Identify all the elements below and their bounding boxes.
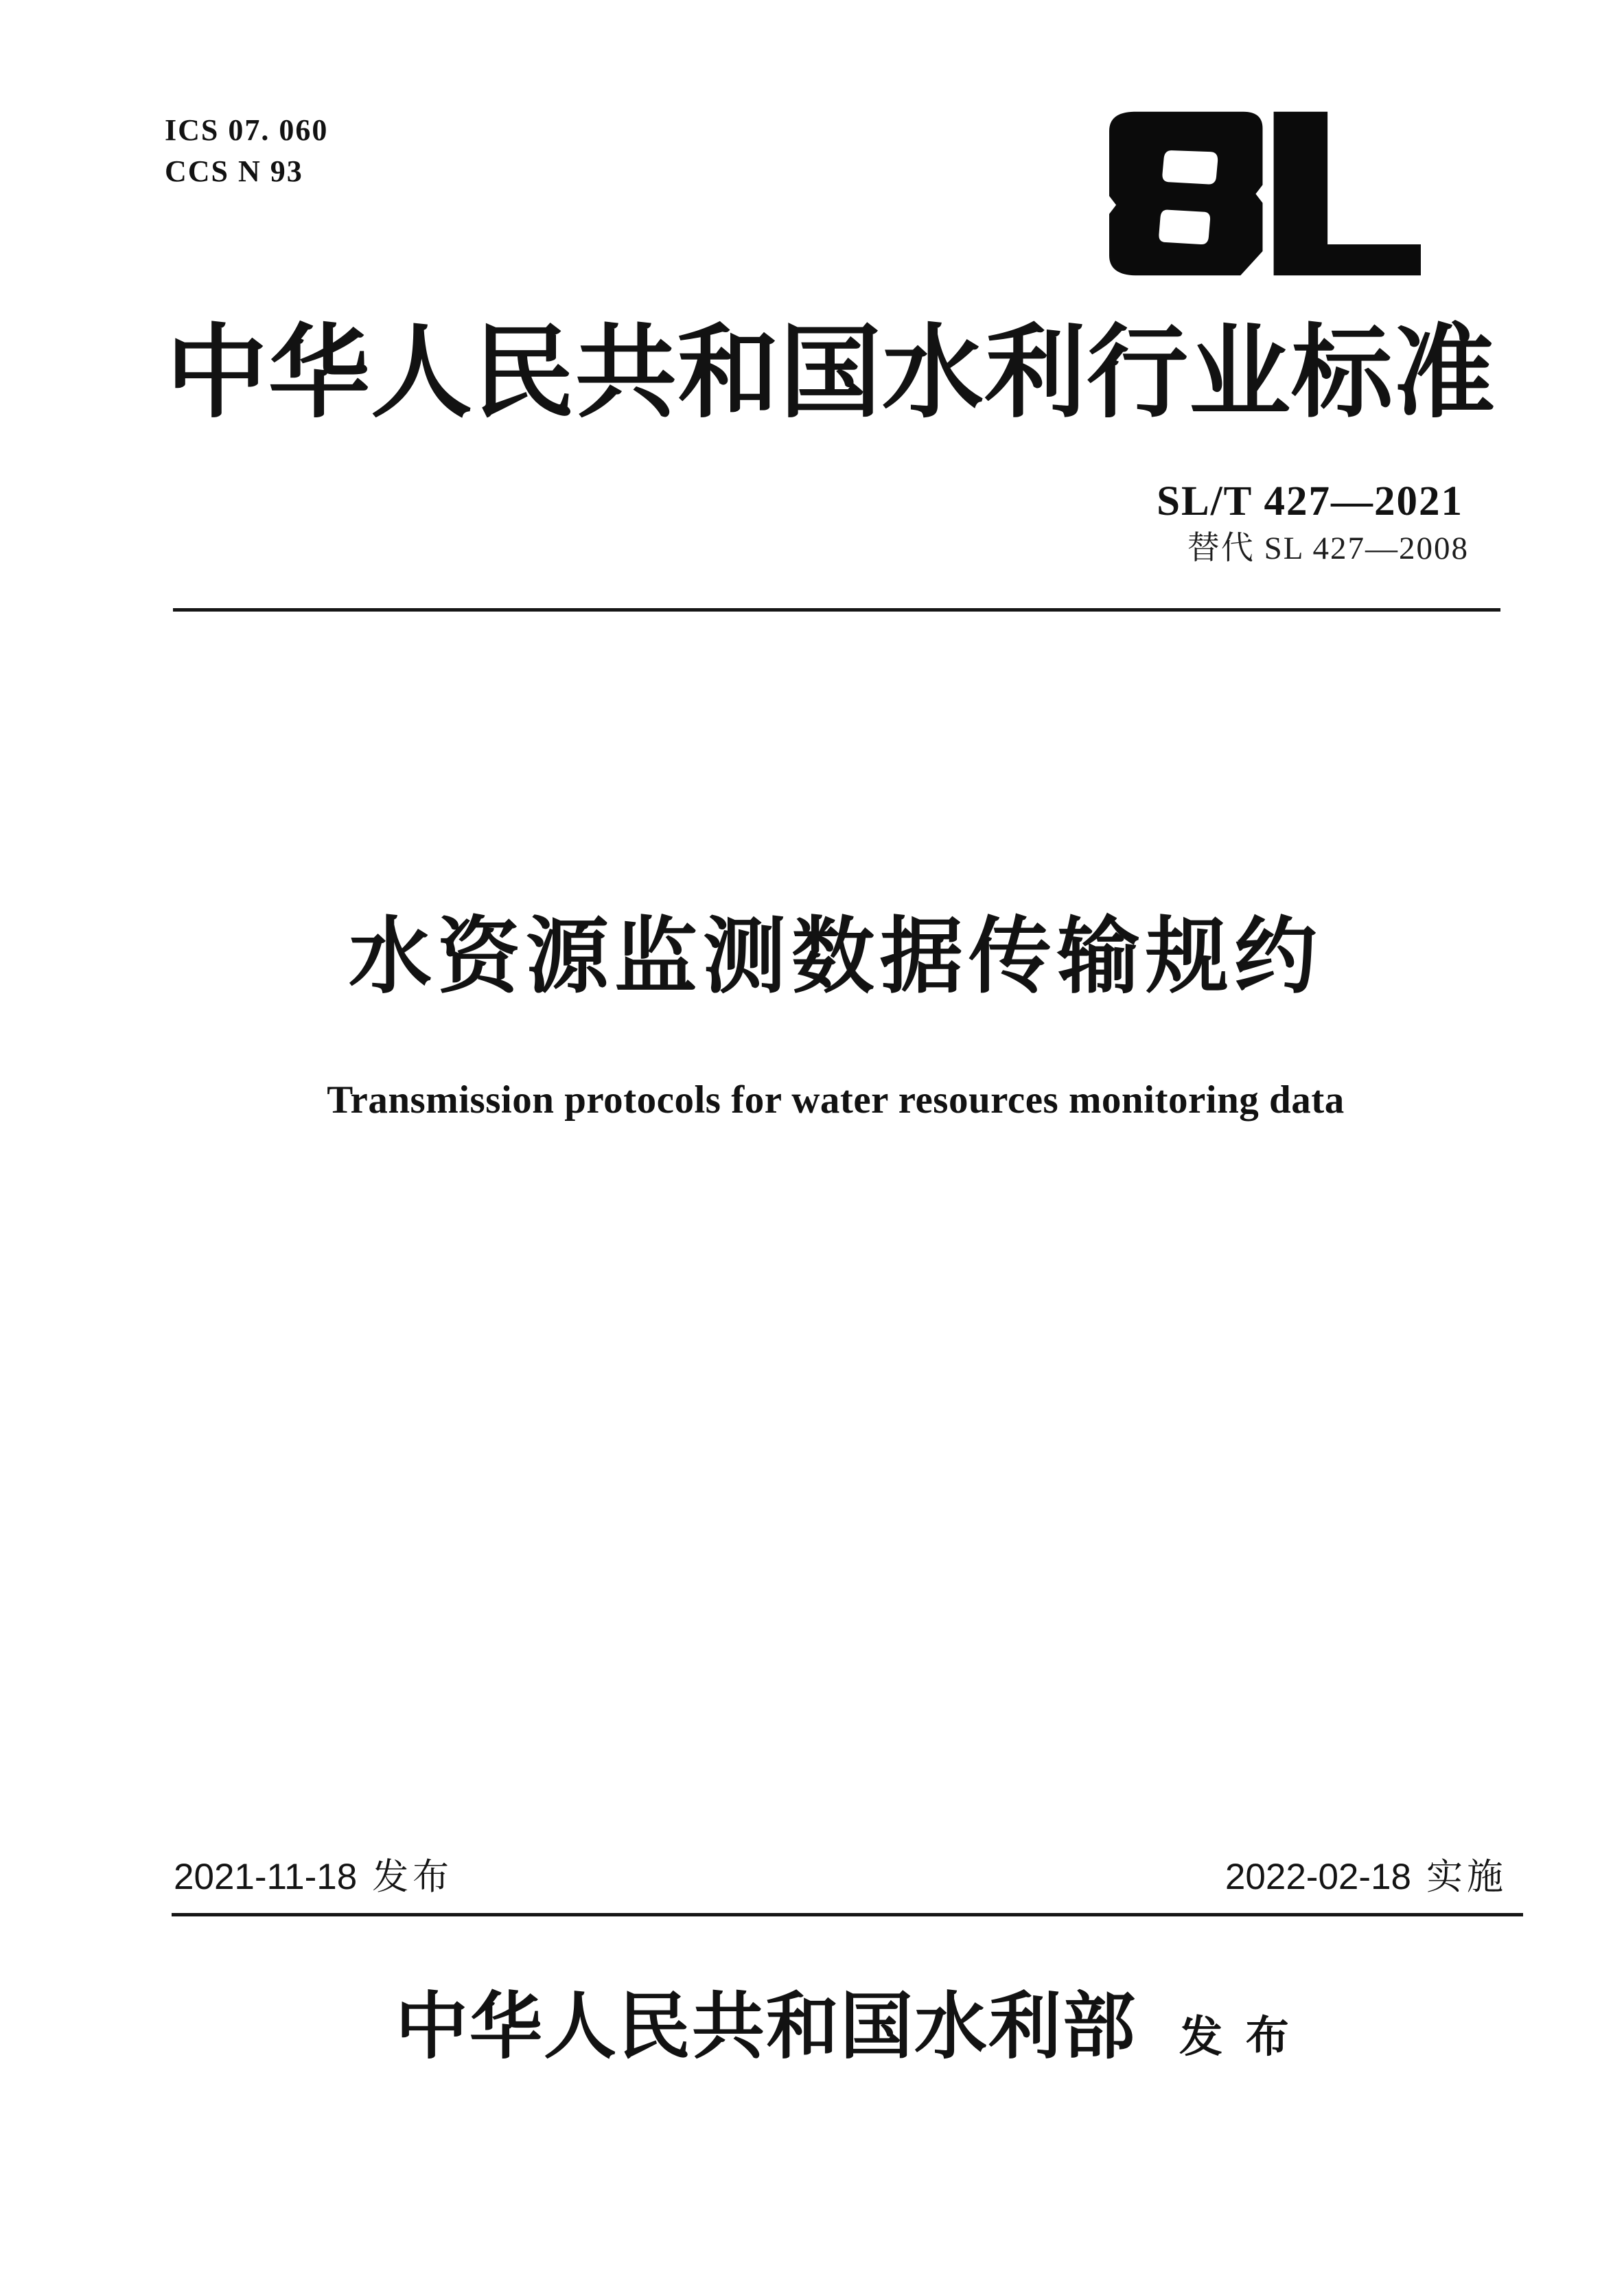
bottom-divider [172,1913,1523,1916]
ics-code: ICS 07. 060 [165,113,329,147]
publisher-name: 中华人民共和国水利部 [395,1987,1137,2067]
ccs-code: CCS N 93 [165,154,303,188]
issue-date: 2021-11-18 [174,1857,358,1897]
implementation-date-block [1225,1857,1507,1897]
date-row [0,1857,1624,1905]
publisher-issue-label: 发 布 [1179,2013,1290,2061]
implementation-date: 2022-02-18 [1225,1857,1411,1897]
implementation-label: 实施 [1426,1857,1507,1897]
standard-series-title: 中华人民共和国水利行业标准 [166,318,1496,430]
classification-codes [165,110,328,192]
sl-logo-icon [1108,110,1422,277]
document-title-zh: 水资源监测数据传输规约 [348,909,1323,1003]
document-title-en: Transmission protocols for water resources monitoring data [327,1078,1345,1122]
issue-label: 发布 [372,1857,454,1897]
top-divider [173,608,1500,612]
issue-date-block [174,1857,453,1897]
supersedes-note: 替代 SL 427—2008 [1187,531,1469,566]
publisher-row [395,1989,1290,2065]
standard-number: SL/T 427—2021 [1157,478,1463,524]
